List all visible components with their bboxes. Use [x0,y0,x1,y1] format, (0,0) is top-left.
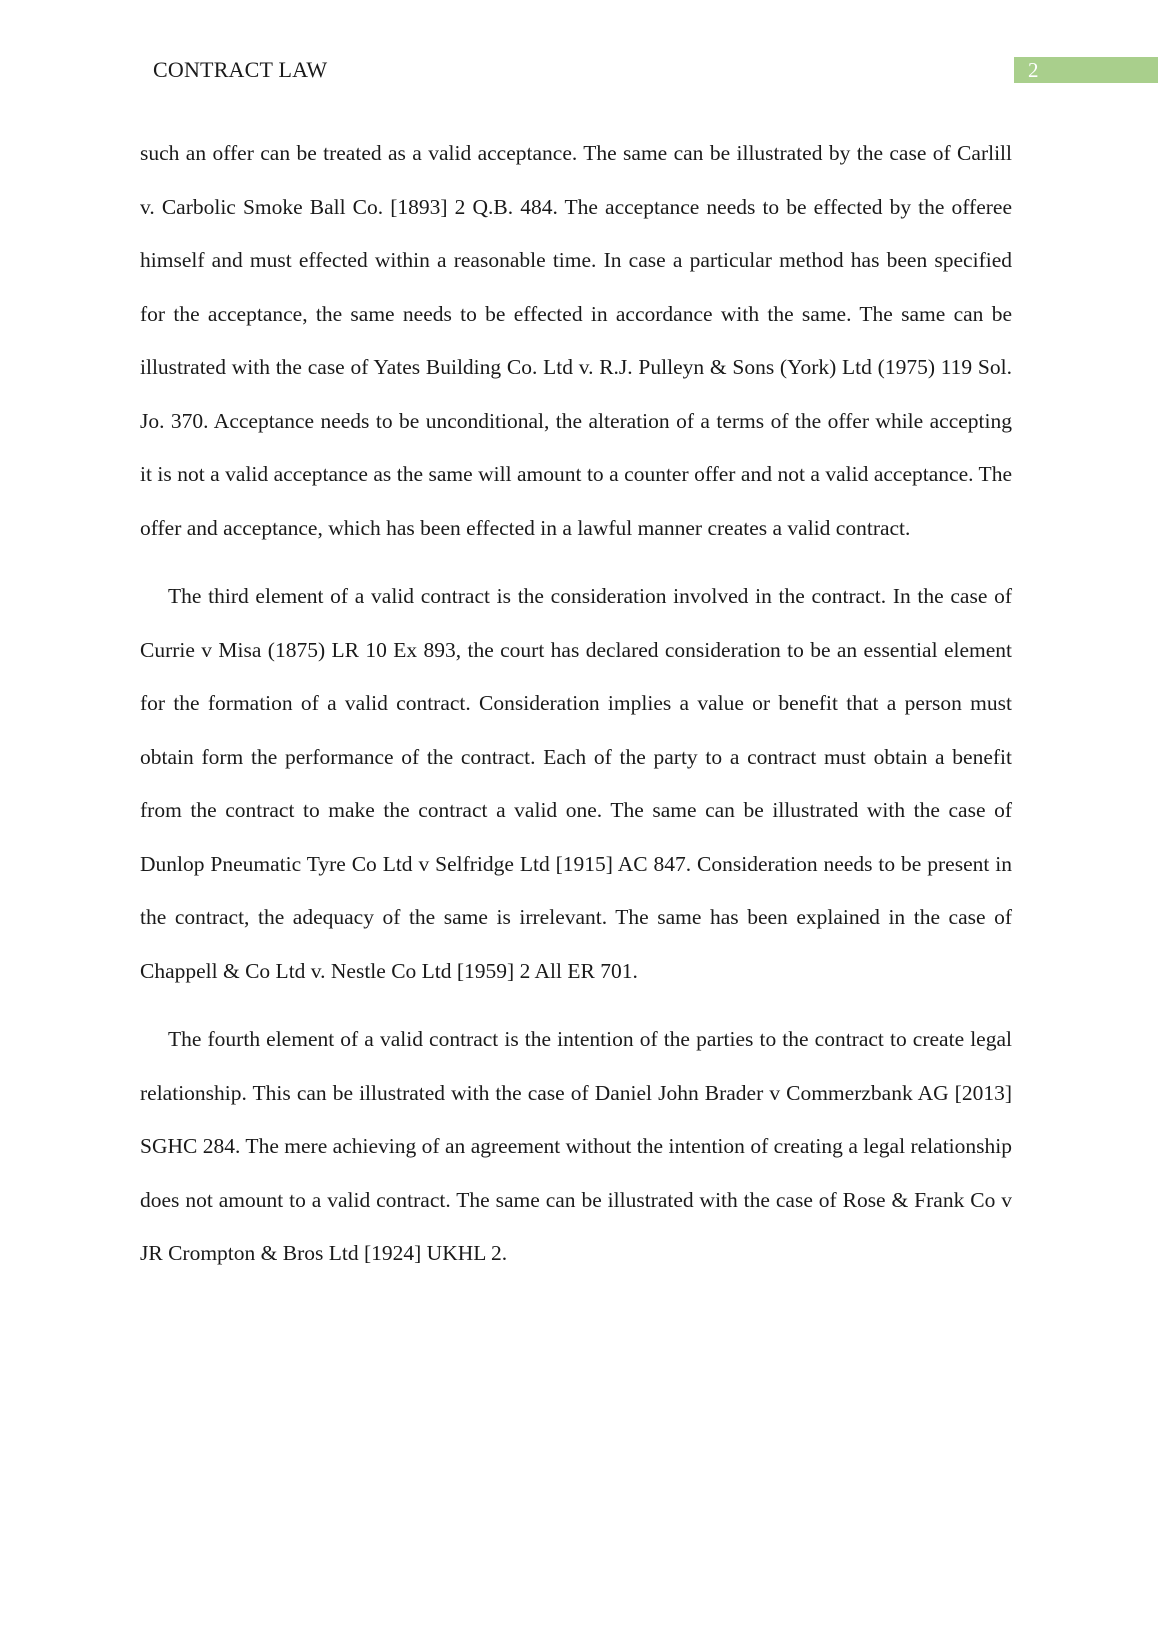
page-header [0,0,1158,100]
paragraph-intention: The fourth element of a valid contract is the intention of the parties to the contract to create legal relationship. This can be illustrated with the case of Daniel John Brader v Commerzbank AG [2013] SGHC 284. The mere achieving of an agreement without the intention of creating a legal relationship does not amount to a valid contract. The same can be illustrated with the case of Rose & Frank Co v JR Crompton & Bros Ltd [1924] UKHL 2. [140,1027,1012,1265]
paragraph-acceptance: such an offer can be treated as a valid acceptance. The same can be illustrated by the case of Carlill v. Carbolic Smoke Ball Co. [1893] 2 Q.B. 484. The acceptance needs to be effected by the offeree himself and must effected within a reasonable time. In case a particular method has been specified for the acceptance, the same needs to be effected in accordance with the same. The same can be illustrated with the case of Yates Building Co. Ltd v. R.J. Pulleyn & Sons (York) Ltd (1975) 119 Sol. Jo. 370. Acceptance needs to be unconditional, the alteration of a terms of the offer while accepting it is not a valid acceptance as the same will amount to a counter offer and not a valid acceptance. The offer and acceptance, which has been effected in a lawful manner creates a valid contract. [140,141,1012,540]
paragraph-consideration: The third element of a valid contract is the consideration involved in the contract. In the case of Currie v Misa (1875) LR 10 Ex 893, the court has declared consideration to be an essential element for the formation of a valid contract. Consideration implies a value or benefit that a person must obtain form the performance of the contract. Each of the party to a contract must obtain a benefit from the contract to make the contract a valid one. The same can be illustrated with the case of Dunlop Pneumatic Tyre Co Ltd v Selfridge Ltd [1915] AC 847. Consideration needs to be present in the contract, the adequacy of the same is irrelevant. The same has been explained in the case of Chappell & Co Ltd v. Nestle Co Ltd [1959] 2 All ER 701. [140,584,1012,983]
header-title: CONTRACT LAW [153,57,328,82]
document-body [140,127,1012,1281]
page-number: 2 [1014,57,1158,83]
